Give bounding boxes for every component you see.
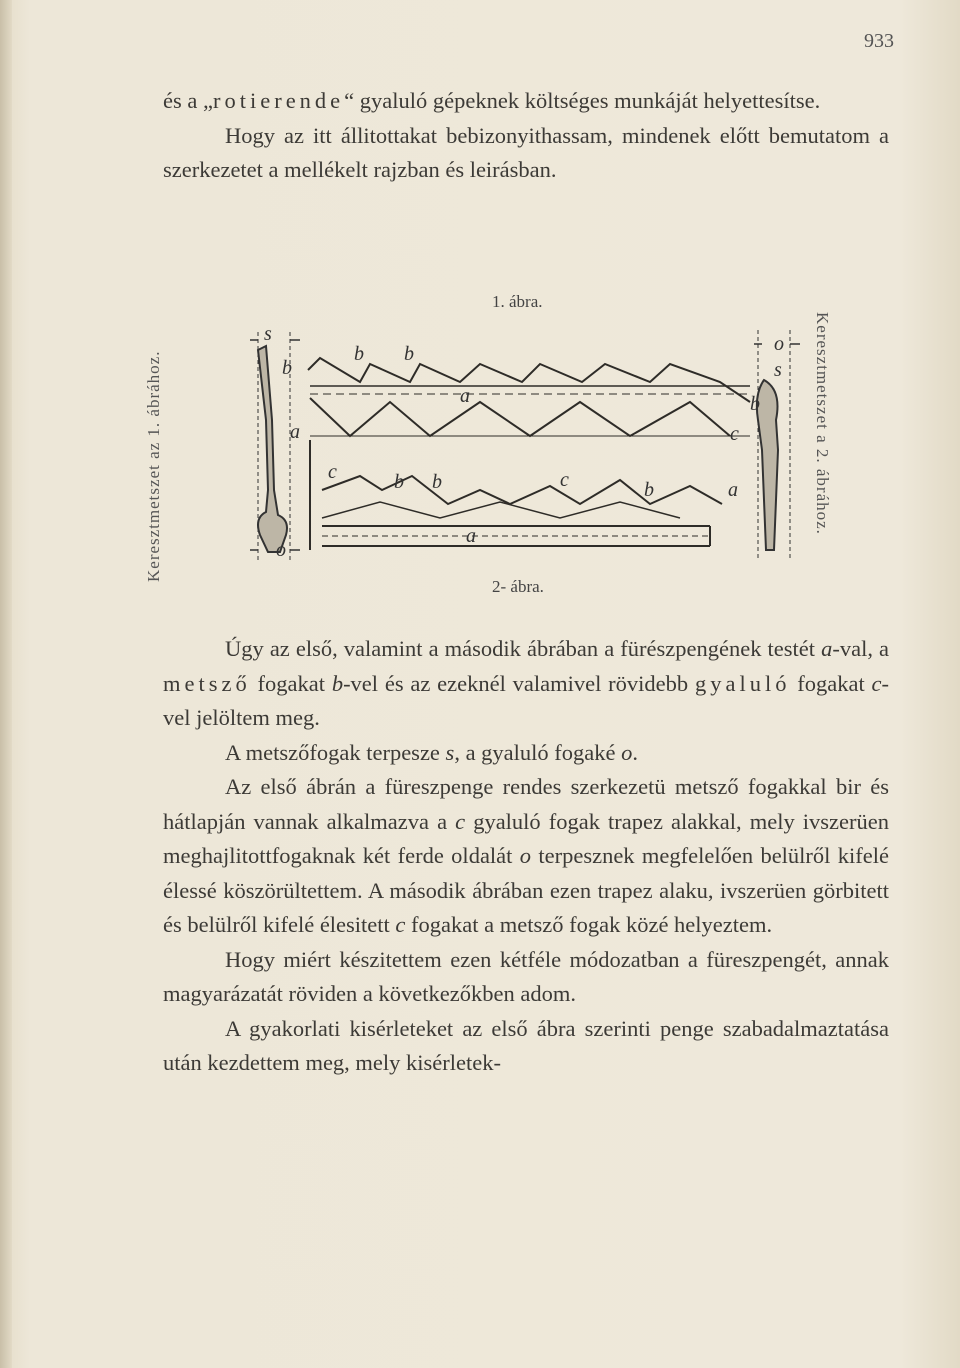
- label-a-right: a: [728, 479, 738, 501]
- label-s-left: s: [264, 323, 272, 345]
- label-o-right: o: [774, 333, 784, 355]
- left-cross-section: [250, 332, 300, 560]
- label-b-fig2-2: b: [432, 471, 442, 493]
- side-label-right: Keresztmetszet a 2. ábrához.: [813, 312, 832, 535]
- body-paragraph-5: A gyakorlati kisérleteket az első ábra szerinti penge szabadalmaztatása után kezdettem meg, mely kisérletek-: [163, 1015, 889, 1075]
- figure-1-caption: 1. ábra.: [492, 292, 543, 311]
- intro-paragraph-2: Hogy az itt állitottakat bebizonyithassam, mindenek előtt bemutatom a szerkezetet a mellékelt rajzban és leirásban.: [163, 122, 889, 182]
- page-number: 933: [864, 30, 894, 52]
- saw-diagram: [150, 290, 850, 620]
- body-paragraph-3: Az első ábrán a füreszpenge rendes szerkezetü metsző fogakkal bir és hátlapján vannak alkalmazva a c gyaluló fogak trapez alakkal, mely ivszerüen meghajlitottfogaknak két ferde oldalát o terpesznek megfelelően belülről kifelé élessé köszörültettem. A második ábrában ezen trapez alaku, ivszerüen görbitett és belülről kifelé élesitett c fogakat a metsző fogak közé helyeztem.: [163, 774, 889, 937]
- body-paragraph-1: Úgy az első, valamint a második ábrában a fürészpengének testét a-val, a metsző fogakat b-vel és az ezeknél valamivel rövidebb gyaluló fogakat c-vel jelöltem meg.: [163, 636, 890, 730]
- binding-edge: [0, 0, 12, 1368]
- figure-2-blade: [322, 476, 722, 546]
- intro-text: [163, 84, 889, 188]
- label-b-fig2-3: b: [644, 479, 654, 501]
- intro-paragraph-1: és a „rotierende“ gyaluló gépeknek költséges munkáját helyettesítse.: [163, 88, 821, 113]
- label-s-right: s: [774, 359, 782, 381]
- body-text: [163, 632, 889, 1081]
- label-b-top-1: b: [354, 343, 364, 365]
- saw-blade-figure: [144, 290, 850, 620]
- label-c-right: c: [730, 423, 739, 445]
- figure-2-caption: 2- ábra.: [492, 577, 544, 596]
- label-b-right: b: [750, 393, 760, 415]
- figure-1-blade: [308, 358, 750, 550]
- label-o-left: o: [276, 539, 286, 561]
- label-a-fig1: a: [460, 385, 470, 407]
- label-b-fig2-1: b: [394, 471, 404, 493]
- side-label-left: Keresztmetszet az 1. ábrához.: [144, 350, 163, 582]
- label-c-fig2: c: [560, 469, 569, 491]
- label-b-left: b: [282, 357, 292, 379]
- body-paragraph-2: A metszőfogak terpesze s, a gyaluló fogaké o.: [225, 739, 639, 765]
- label-a-left: a: [290, 421, 300, 443]
- label-c-left: c: [328, 461, 337, 483]
- label-a-fig2: a: [466, 525, 476, 547]
- label-b-top-2: b: [404, 343, 414, 365]
- body-paragraph-4: Hogy miért készitettem ezen kétféle módozatban a füreszpengét, annak magyarázatát röviden a következőkben adom.: [163, 946, 889, 1006]
